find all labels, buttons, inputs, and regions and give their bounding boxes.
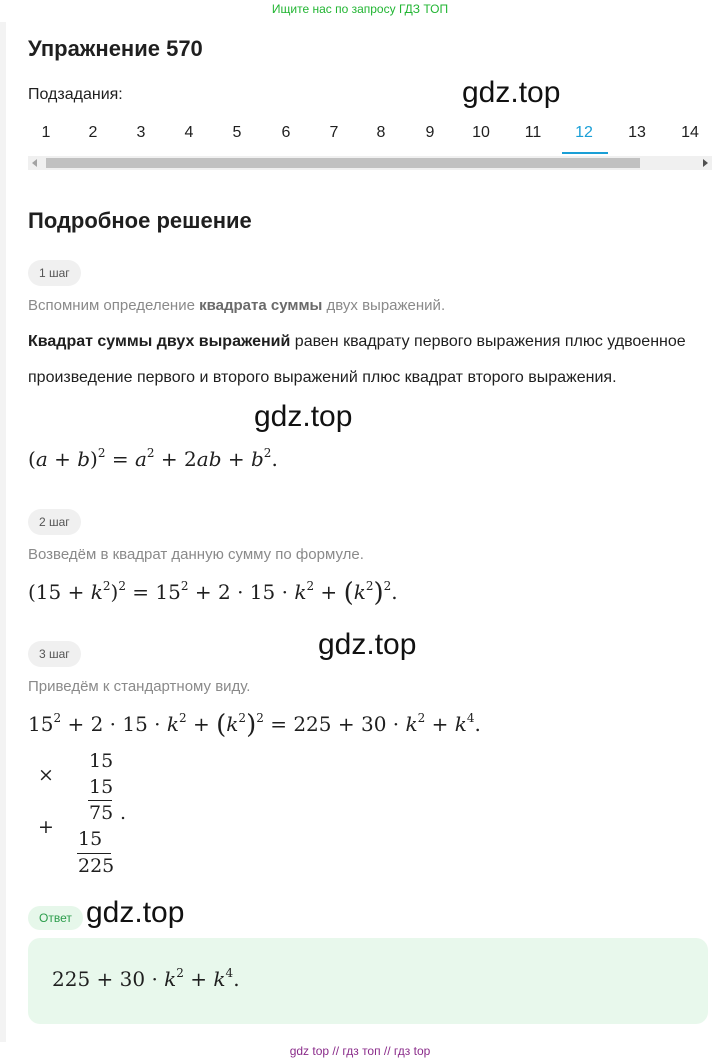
tab-11[interactable]: 11 [524, 124, 542, 141]
tab-5[interactable]: 5 [232, 124, 242, 141]
tab-13[interactable]: 13 [628, 124, 646, 141]
multiplier: 15 [89, 776, 114, 798]
partial-product-2: 15 [78, 828, 103, 850]
answer-badge: Ответ [28, 906, 83, 930]
search-promo-banner: Ищите нас по запросу ГДЗ ТОП [271, 2, 449, 16]
step-3-badge: 3 шаг [28, 641, 81, 667]
scroll-left-arrow-icon[interactable] [32, 159, 37, 167]
period: . [120, 802, 127, 824]
tab-6[interactable]: 6 [281, 124, 291, 141]
tab-2[interactable]: 2 [88, 124, 98, 141]
formula-step-3: $15^2 + 2 \cdot 15 \cdot k^2 + (k^2)^2 = 225 + 30 \cdot k^2 + k^4$. [28, 710, 481, 740]
tab-9[interactable]: 9 [425, 124, 435, 141]
column-line [77, 853, 111, 854]
scroll-right-arrow-icon[interactable] [703, 159, 708, 167]
subtask-tabs [22, 118, 712, 158]
tab-10[interactable]: 10 [472, 124, 490, 141]
step-1-definition: Квадрат суммы двух выражений равен квадрату первого выражения плюс удвоенное произведение первого и второго выражений плюс квадрат второго выражения. [28, 333, 686, 386]
tabs-scrollbar[interactable] [28, 156, 712, 170]
answer-formula: $225 + 30 \cdot k^2 + k^4$. [52, 966, 240, 991]
watermark: gdz.top [462, 76, 561, 109]
footer-links[interactable]: gdz top // гдз топ // гдз top [289, 1044, 431, 1058]
scrollbar-thumb[interactable] [46, 158, 640, 168]
tab-7[interactable]: 7 [329, 124, 339, 141]
step-1-intro: Вспомним определение квадрата суммы двух выражений. [28, 297, 446, 314]
times-sign: × [38, 764, 54, 786]
left-edge-strip [0, 22, 6, 1042]
multiplicand: 15 [89, 750, 114, 772]
step-2-intro: Возведём в квадрат данную сумму по формуле. [28, 546, 364, 563]
step-3-intro: Приведём к стандартному виду. [28, 678, 251, 695]
partial-product-1: 75 [89, 802, 114, 824]
watermark: gdz.top [86, 896, 185, 929]
active-tab-underline [562, 152, 608, 154]
column-line [88, 800, 112, 801]
step-1-badge: 1 шаг [28, 260, 81, 286]
plus-sign: + [38, 816, 54, 838]
tab-4[interactable]: 4 [184, 124, 194, 141]
watermark: gdz.top [318, 628, 417, 661]
subtasks-label: Подзадания: [28, 86, 123, 103]
tab-8[interactable]: 8 [376, 124, 386, 141]
tab-12[interactable]: 12 [575, 124, 593, 141]
tab-1[interactable]: 1 [41, 124, 51, 141]
step-2-badge: 2 шаг [28, 509, 81, 535]
tab-14[interactable]: 14 [681, 124, 699, 141]
formula-step-2: $(15 + k^2)^2 = 15^2 + 2 \cdot 15 \cdot k^2 + (k^2)^2$. [28, 578, 398, 608]
tab-3[interactable]: 3 [136, 124, 146, 141]
formula-square-of-sum: $(a + b)^2 = a^2 + 2ab + b^2$. [28, 446, 278, 471]
watermark: gdz.top [254, 400, 353, 433]
product-result: 225 [78, 855, 115, 877]
solution-title: Подробное решение [28, 208, 252, 233]
exercise-title: Упражнение 570 [28, 36, 203, 61]
